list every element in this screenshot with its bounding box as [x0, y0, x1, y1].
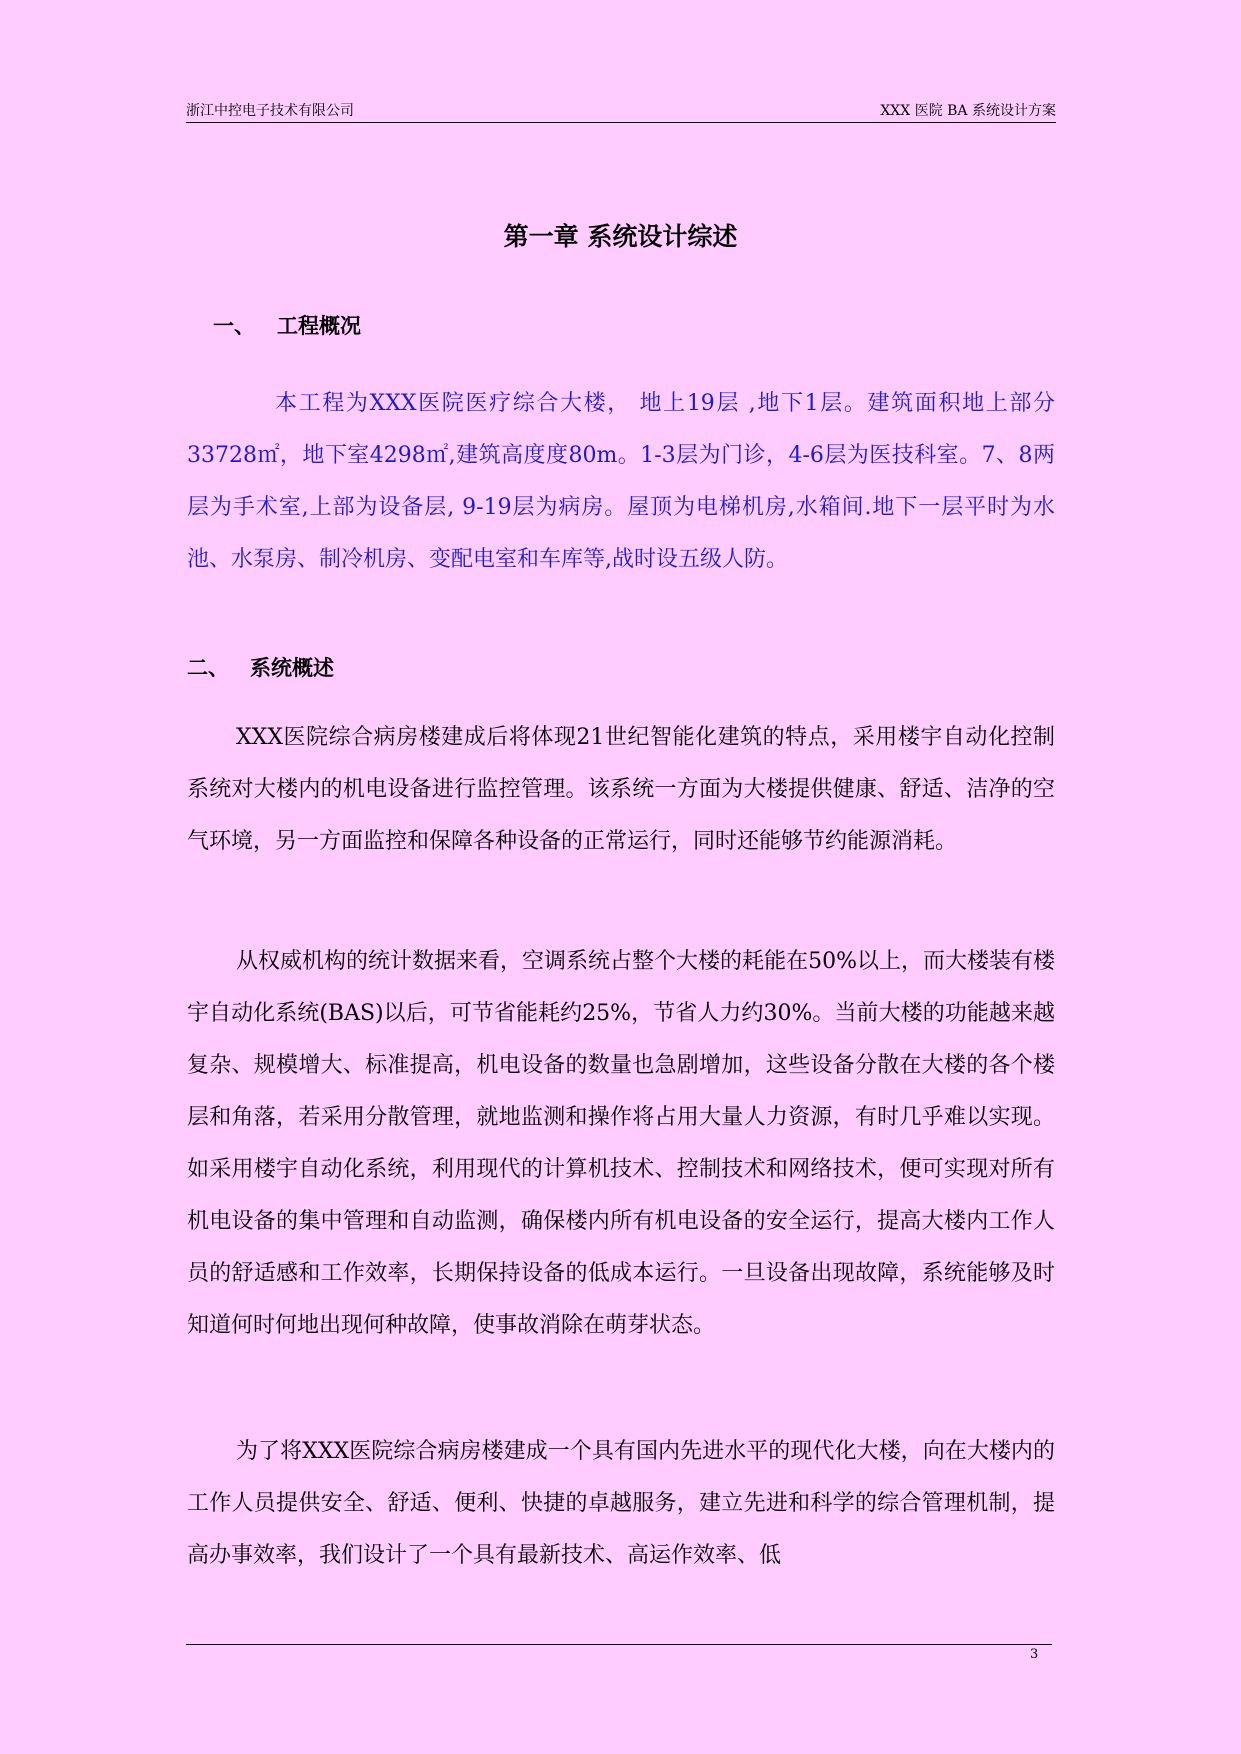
paragraph-system-intro: XXX医院综合病房楼建成后将体现21世纪智能化建筑的特点，采用楼宇自动化控制系统对大楼内的机电设备进行监控管理。该系统一方面为大楼提供健康、舒适、洁净的空气环境，另一方面监控和保障各种设备的正常运行，同时还能够节约能源消耗。 [187, 725, 1055, 854]
section-heading-1 [213, 311, 361, 341]
chapter-title: 第一章 系统设计综述 [503, 222, 738, 251]
section-title: 系统概述 [250, 656, 334, 680]
section-number: 一、 [213, 314, 255, 338]
header-company-name: 浙江中控电子技术有限公司 [186, 103, 354, 119]
paragraph-energy-statistics: 从权威机构的统计数据来看，空调系统占整个大楼的耗能在50%以上，而大楼装有楼宇自动化系统(BAS)以后，可节省能耗约25%，节省人力约30%。当前大楼的功能越来越复杂、规模增大、标准提高，机电设备的数量也急剧增加，这些设备分散在大楼的各个楼层和角落，若采用分散管理，就地监测和操作将占用大量人力资源，有时几乎难以实现。如采用楼宇自动化系统，利用现代的计算机技术、控制技术和网络技术，便可实现对所有机电设备的集中管理和自动监测，确保楼内所有机电设备的安全运行，提高大楼内工作人员的舒适感和工作效率，长期保持设备的低成本运行。一旦设备出现故障，系统能够及时知道何时何地出现何种故障，使事故消除在萌芽状态。 [187, 949, 1055, 1338]
paragraph-project-overview: 本工程为XXX医院医疗综合大楼， 地上19层 ,地下1层。建筑面积地上部分33728㎡，地下室4298㎡,建筑高度度80m。1-3层为门诊，4-6层为医技科室。7、8两层为手术室,上部为设备层, 9-19层为病房。屋顶为电梯机房,水箱间.地下一层平时为水池、水泵房、制冷机房、变配电室和车库等,战时设五级人防。 [187, 391, 1055, 572]
section-title: 工程概况 [277, 314, 361, 338]
section-heading-2 [187, 653, 334, 683]
footer-divider [186, 1644, 1052, 1645]
header-document-title: XXX 医院 BA 系统设计方案 [880, 103, 1056, 119]
page-number: 3 [1030, 1647, 1039, 1662]
paragraph-design-goals: 为了将XXX医院综合病房楼建成一个具有国内先进水平的现代化大楼，向在大楼内的工作人员提供安全、舒适、便利、快捷的卓越服务，建立先进和科学的综合管理机制，提高办事效率，我们设计了一个具有最新技术、高运作效率、低 [187, 1439, 1055, 1568]
page-header [186, 100, 1056, 123]
section-number: 二、 [187, 656, 229, 680]
